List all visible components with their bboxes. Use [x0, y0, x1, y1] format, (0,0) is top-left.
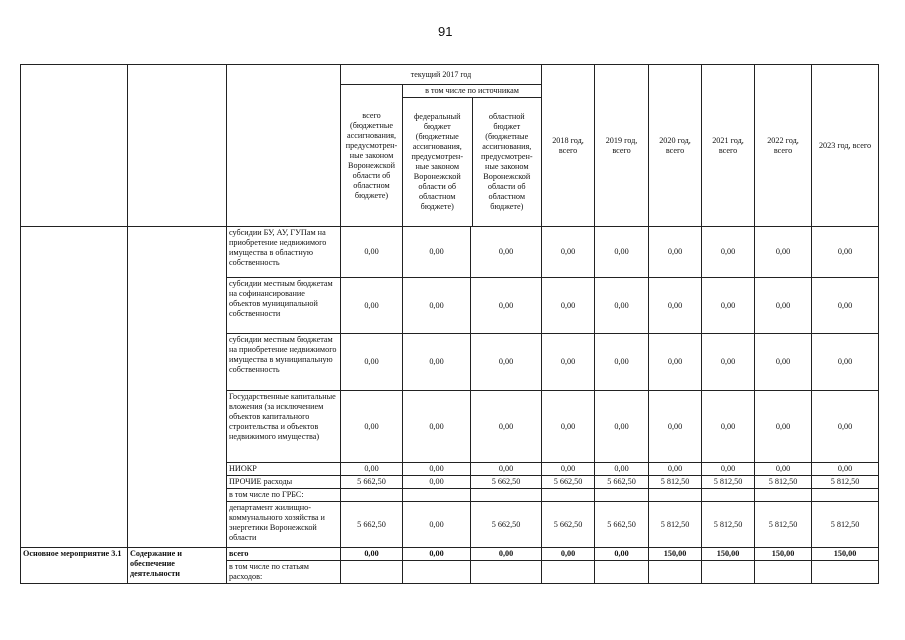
row-label: субсидии БУ, АУ, ГУПам на приобретение недвижимого имущества в областную собственность	[227, 227, 341, 278]
cell-2023: 0,00	[812, 463, 879, 476]
cell-2022: 5 812,50	[755, 502, 812, 548]
page-number: 91	[438, 24, 453, 39]
row-label: НИОКР	[227, 463, 341, 476]
cell-2021: 0,00	[702, 227, 755, 278]
cell-2023	[812, 489, 879, 502]
cell-2023: 0,00	[812, 391, 879, 463]
cell-2018: 0,00	[542, 391, 595, 463]
cell-2022: 0,00	[755, 334, 812, 391]
cell-regional: 5 662,50	[471, 476, 542, 489]
cell-regional: 0,00	[471, 463, 542, 476]
cell-federal	[403, 489, 471, 502]
table-row	[21, 227, 879, 278]
cell-federal: 0,00	[403, 334, 471, 391]
row-label: ПРОЧИЕ расходы	[227, 476, 341, 489]
cell-2022	[755, 489, 812, 502]
cell-2019: 5 662,50	[595, 502, 649, 548]
cell-regional: 0,00	[471, 391, 542, 463]
cell-2018: 5 662,50	[542, 502, 595, 548]
cell-federal: 0,00	[403, 391, 471, 463]
cell-2020: 0,00	[649, 463, 702, 476]
header-2019: 2019 год, всего	[595, 65, 649, 227]
header-total	[341, 85, 403, 227]
header-2020: 2020 год, всего	[649, 65, 702, 227]
cell-2020: 0,00	[649, 334, 702, 391]
budget-table	[20, 64, 879, 584]
cell-2019: 0,00	[595, 278, 649, 334]
cell-2020: 0,00	[649, 278, 702, 334]
cell-2022: 0,00	[755, 391, 812, 463]
cell-total: 0,00	[341, 227, 403, 278]
cell-total: 0,00	[341, 548, 403, 561]
event-name: Основное мероприятие 3.1	[21, 548, 128, 584]
cell-federal: 0,00	[403, 502, 471, 548]
cell-2023: 0,00	[812, 334, 879, 391]
cell-2021: 0,00	[702, 334, 755, 391]
row-label: департамент жилищно-коммунального хозяйства и энергетики Воронежской области	[227, 502, 341, 548]
cell-total: 0,00	[341, 391, 403, 463]
cell-2020	[649, 489, 702, 502]
cell-2018: 0,00	[542, 334, 595, 391]
cell-empty	[403, 561, 471, 584]
cell-empty	[471, 561, 542, 584]
cell-2021: 0,00	[702, 391, 755, 463]
header-total-text: всего (бюджетные ассигнования, предусмотрен-ные законом Воронежской области об областном бюджете)	[345, 110, 398, 200]
cell-2019: 0,00	[595, 463, 649, 476]
header-federal: федеральный бюджет (бюджетные ассигнования, предусмотрен-ные законом Воронежской области об областном бюджете)	[403, 98, 472, 226]
cell-total: 0,00	[341, 278, 403, 334]
cell-2020: 150,00	[649, 548, 702, 561]
cell-total: 5 662,50	[341, 502, 403, 548]
cell-2021: 5 812,50	[702, 476, 755, 489]
cell-empty	[542, 561, 595, 584]
cell-2023: 5 812,50	[812, 502, 879, 548]
header-blank-3	[227, 65, 341, 227]
row-group-blank-2	[128, 227, 227, 548]
cell-2020: 0,00	[649, 391, 702, 463]
cell-regional: 0,00	[471, 278, 542, 334]
cell-2022: 0,00	[755, 227, 812, 278]
cell-empty	[649, 561, 702, 584]
cell-regional: 0,00	[471, 227, 542, 278]
header-blank-2	[128, 65, 227, 227]
header-by-sources: в том числе по источникам	[403, 85, 541, 98]
row-label: Государственные капитальные вложения (за исключением объектов капитального строительства и объектов недвижимого имущества)	[227, 391, 341, 463]
cell-empty	[702, 561, 755, 584]
row-group-blank-1	[21, 227, 128, 548]
cell-total: 0,00	[341, 463, 403, 476]
cell-empty	[755, 561, 812, 584]
cell-federal: 0,00	[403, 548, 471, 561]
cell-2020: 5 812,50	[649, 502, 702, 548]
cell-federal: 0,00	[403, 278, 471, 334]
cell-regional: 5 662,50	[471, 502, 542, 548]
cell-total: 0,00	[341, 334, 403, 391]
event-by-items-label: в том числе по статьям расходов:	[227, 561, 341, 584]
cell-2019: 0,00	[595, 548, 649, 561]
header-current-year: текущий 2017 год	[341, 65, 542, 85]
cell-regional: 0,00	[471, 334, 542, 391]
cell-2019: 0,00	[595, 227, 649, 278]
cell-2020: 5 812,50	[649, 476, 702, 489]
cell-federal: 0,00	[403, 476, 471, 489]
cell-2022: 5 812,50	[755, 476, 812, 489]
cell-2019: 0,00	[595, 334, 649, 391]
cell-2023: 0,00	[812, 278, 879, 334]
cell-2018: 0,00	[542, 227, 595, 278]
cell-2018	[542, 489, 595, 502]
cell-2021: 5 812,50	[702, 502, 755, 548]
table-row	[21, 548, 879, 561]
cell-2018: 0,00	[542, 278, 595, 334]
cell-2018: 5 662,50	[542, 476, 595, 489]
cell-2018: 0,00	[542, 548, 595, 561]
row-label: субсидии местным бюджетам на софинансирование объектов муниципальной собственности	[227, 278, 341, 334]
cell-2021: 150,00	[702, 548, 755, 561]
header-sources-group	[403, 85, 542, 227]
cell-2021: 0,00	[702, 278, 755, 334]
cell-2023: 5 812,50	[812, 476, 879, 489]
row-label: субсидии местным бюджетам на приобретение недвижимого имущества в муниципальную собственность	[227, 334, 341, 391]
cell-2021	[702, 489, 755, 502]
cell-2019: 5 662,50	[595, 476, 649, 489]
cell-2018: 0,00	[542, 463, 595, 476]
cell-regional: 0,00	[471, 548, 542, 561]
cell-2019	[595, 489, 649, 502]
cell-federal: 0,00	[403, 227, 471, 278]
header-2018: 2018 год, всего	[542, 65, 595, 227]
cell-2021: 0,00	[702, 463, 755, 476]
cell-2019: 0,00	[595, 391, 649, 463]
cell-total	[341, 489, 403, 502]
cell-federal: 0,00	[403, 463, 471, 476]
event-total-label: всего	[227, 548, 341, 561]
cell-empty	[595, 561, 649, 584]
header-2022: 2022 год, всего	[755, 65, 812, 227]
cell-2020: 0,00	[649, 227, 702, 278]
row-label: в том числе по ГРБС:	[227, 489, 341, 502]
header-blank-1	[21, 65, 128, 227]
cell-2023: 0,00	[812, 227, 879, 278]
cell-empty	[812, 561, 879, 584]
header-sources-table	[403, 85, 541, 226]
cell-empty	[341, 561, 403, 584]
header-regional: областной бюджет (бюджетные ассигнования, предусмотрен-ные законом Воронежской области об областном бюджете)	[480, 111, 533, 211]
header-2023: 2023 год, всего	[812, 65, 879, 227]
cell-regional	[471, 489, 542, 502]
cell-2022: 150,00	[755, 548, 812, 561]
cell-2022: 0,00	[755, 463, 812, 476]
event-title: Содержание и обеспечение деятельности	[128, 548, 227, 584]
cell-total: 5 662,50	[341, 476, 403, 489]
cell-2023: 150,00	[812, 548, 879, 561]
cell-2022: 0,00	[755, 278, 812, 334]
header-2021: 2021 год, всего	[702, 65, 755, 227]
